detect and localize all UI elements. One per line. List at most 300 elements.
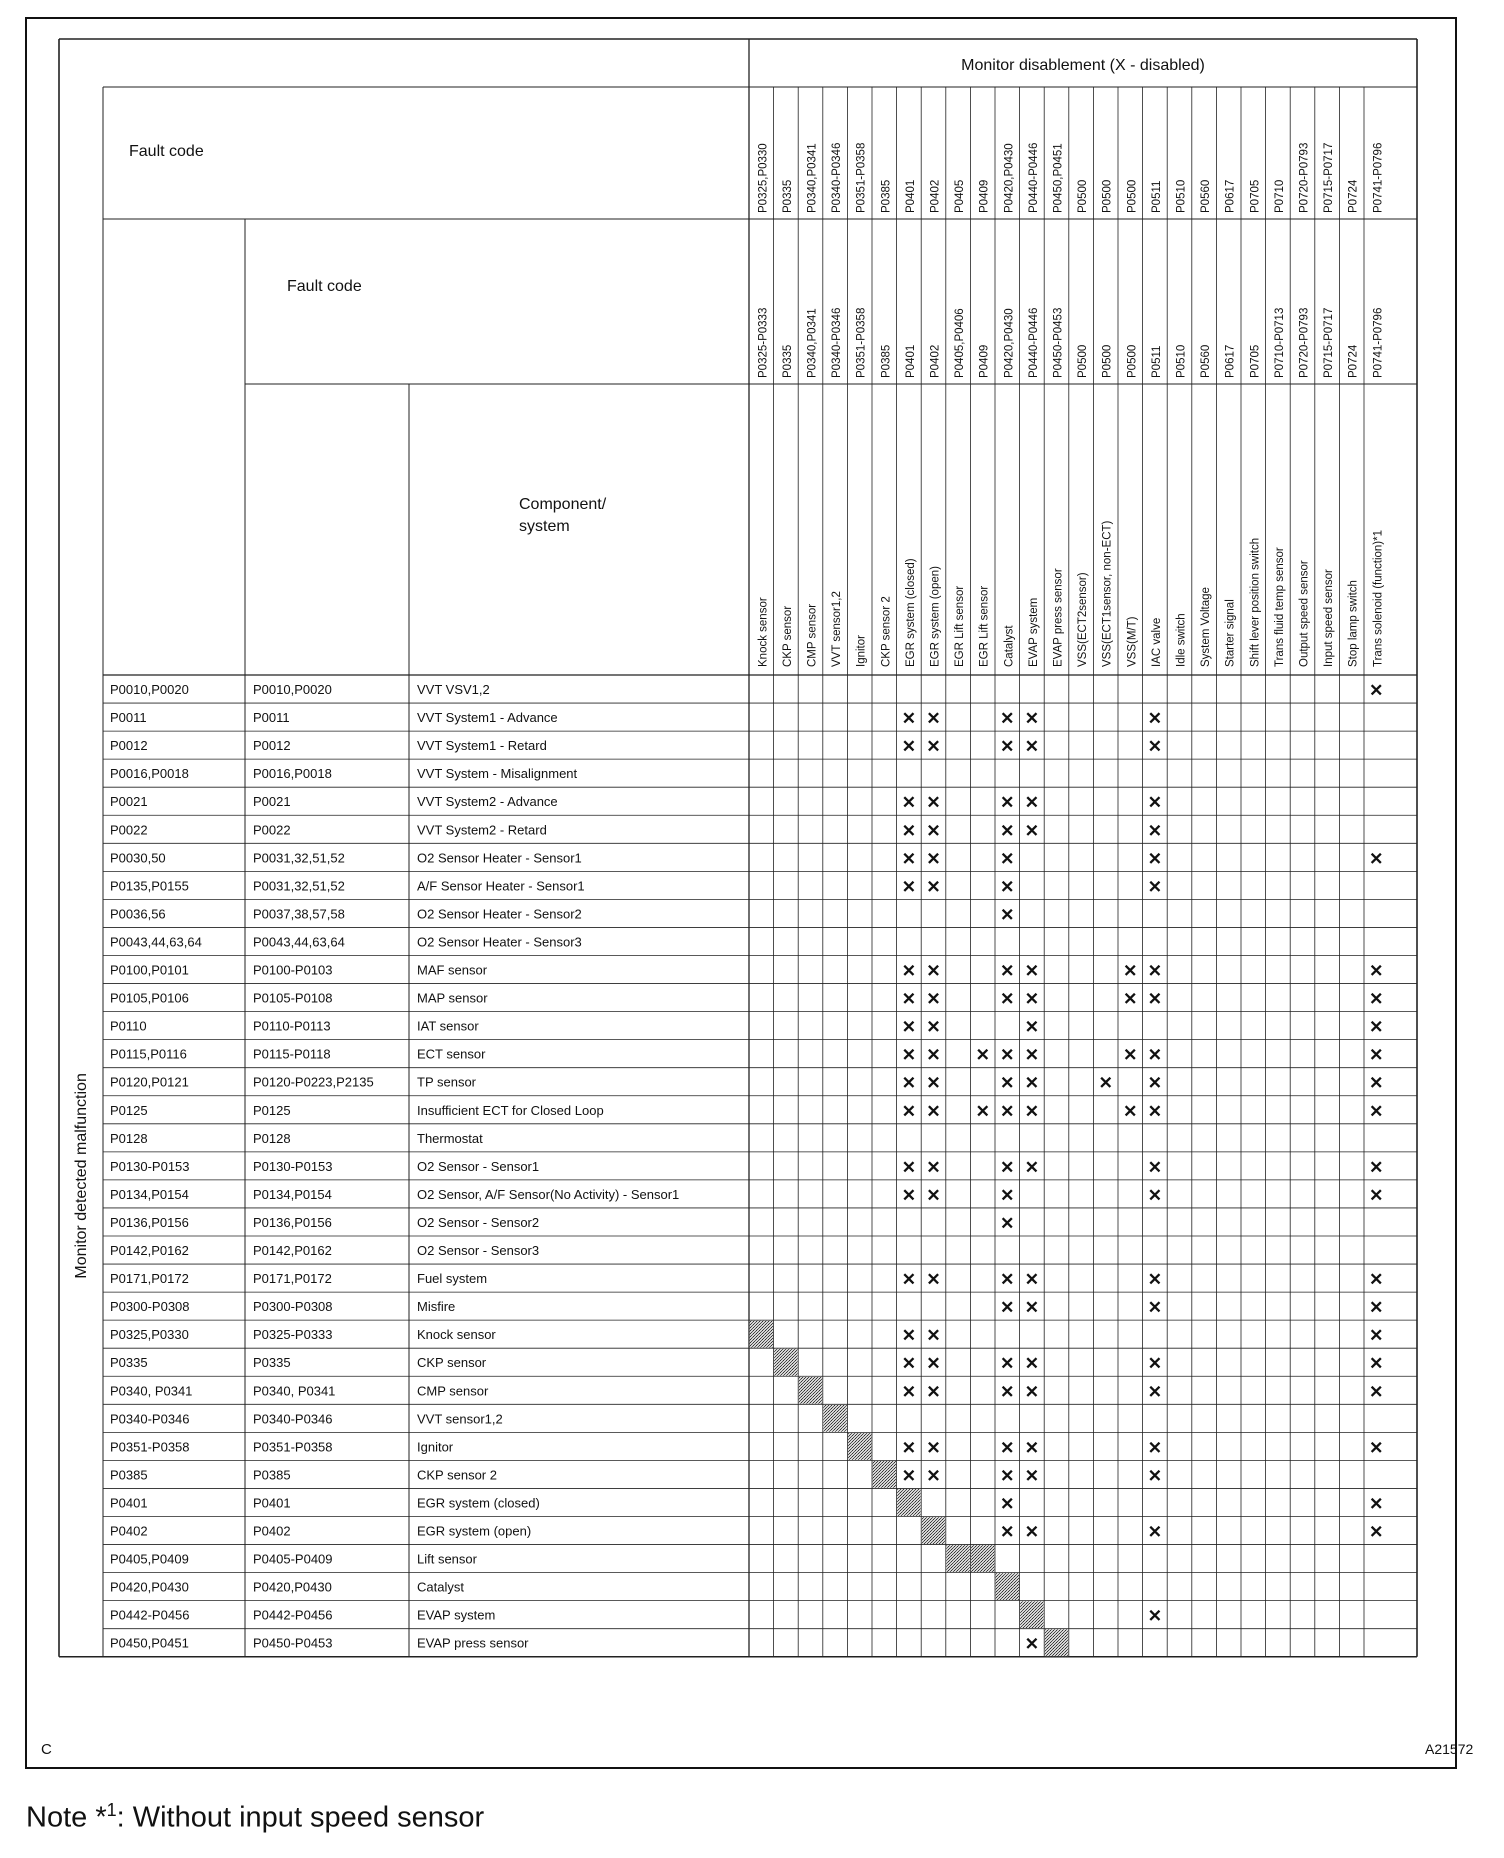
column-code-1: P0450,P0451 (1052, 143, 1065, 213)
row-fault-code-1: P0011 (110, 710, 147, 726)
disabled-x-mark: ✕ (1024, 989, 1040, 1009)
footnote-prefix: Note * (26, 1801, 107, 1834)
disabled-x-mark: ✕ (901, 709, 917, 729)
disabled-x-mark: ✕ (1024, 1045, 1040, 1065)
footnote (26, 1800, 484, 1835)
disabled-x-mark: ✕ (1000, 1073, 1015, 1093)
row-fault-code-1: P0125 (110, 1102, 148, 1118)
row-fault-code-2: P0100-P0103 (253, 962, 333, 978)
disabled-x-mark: ✕ (926, 1438, 941, 1458)
disabled-x-mark: ✕ (901, 737, 917, 757)
disabled-x-mark: ✕ (901, 989, 917, 1009)
disabled-x-mark: ✕ (926, 961, 941, 981)
row-fault-code-2: P0385 (253, 1467, 291, 1483)
disabled-x-mark: ✕ (926, 1270, 941, 1290)
disabled-x-mark: ✕ (1369, 1522, 1384, 1542)
column-component-name: Input speed sensor (1323, 569, 1336, 667)
disabled-x-mark: ✕ (1147, 1073, 1163, 1093)
disabled-x-mark: ✕ (926, 793, 941, 813)
disabled-x-mark: ✕ (901, 1101, 917, 1121)
row-component: Knock sensor (417, 1327, 496, 1343)
disabled-x-mark: ✕ (1147, 1270, 1163, 1290)
disabled-x-mark: ✕ (1147, 1466, 1163, 1486)
disabled-x-mark: ✕ (1369, 1326, 1384, 1346)
column-code-1: P0409 (978, 179, 991, 213)
row-fault-code-1: P0043,44,63,64 (110, 934, 202, 950)
column-component-name: EVAP system (1027, 597, 1040, 667)
disabled-x-mark: ✕ (1369, 1354, 1384, 1374)
row-fault-code-1: P0402 (110, 1523, 148, 1539)
column-code-2: P0401 (904, 344, 917, 378)
disabled-x-mark: ✕ (926, 1382, 941, 1402)
disabled-x-mark: ✕ (1147, 849, 1163, 869)
column-code-2: P0724 (1347, 344, 1360, 378)
column-component-name: VSS(ECT1sensor, non-ECT) (1101, 520, 1114, 667)
disabled-x-mark: ✕ (926, 1045, 941, 1065)
row-fault-code-2: P0405-P0409 (253, 1551, 333, 1567)
disabled-x-mark: ✕ (901, 1438, 917, 1458)
column-code-2: P0335 (781, 344, 794, 378)
disabled-x-mark: ✕ (1369, 1185, 1384, 1205)
column-code-2: P0402 (929, 344, 942, 378)
row-component: MAF sensor (417, 962, 488, 978)
column-code-2: P0450-P0453 (1052, 307, 1065, 378)
disabled-x-mark: ✕ (901, 849, 917, 869)
disabled-x-mark: ✕ (901, 1270, 917, 1290)
row-fault-code-2: P0110-P0113 (253, 1018, 331, 1034)
row-fault-code-1: P0021 (110, 794, 148, 810)
row-fault-code-1: P0130-P0153 (110, 1158, 190, 1174)
row-component: VVT System1 - Retard (417, 738, 547, 754)
column-code-1: P0710 (1273, 179, 1286, 213)
disabled-x-mark: ✕ (1000, 1438, 1015, 1458)
column-code-1: P0385 (880, 179, 893, 213)
row-fault-code-2: P0171,P0172 (253, 1271, 332, 1287)
column-code-2: P0705 (1249, 344, 1262, 378)
disabled-x-mark: ✕ (1098, 1073, 1113, 1093)
monitor-detected-malfunction-label: Monitor detected malfunction (73, 1073, 90, 1279)
disabled-x-mark: ✕ (926, 1185, 941, 1205)
disabled-x-mark: ✕ (926, 1326, 941, 1346)
row-component: O2 Sensor, A/F Sensor(No Activity) - Sensor1 (417, 1186, 680, 1202)
row-component: O2 Sensor Heater - Sensor2 (417, 906, 582, 922)
disabled-x-mark: ✕ (1000, 1045, 1015, 1065)
diagonal-shaded-cell (750, 1321, 773, 1348)
disabled-x-mark: ✕ (1369, 989, 1384, 1009)
column-code-2: P0715-P0717 (1323, 307, 1336, 378)
column-code-1: P0440-P0446 (1027, 142, 1040, 213)
column-component-name: Knock sensor (757, 597, 770, 667)
row-component: EGR system (open) (417, 1523, 532, 1539)
row-fault-code-2: P0136,P0156 (253, 1214, 332, 1230)
disabled-x-mark: ✕ (1000, 709, 1015, 729)
row-component: O2 Sensor Heater - Sensor3 (417, 934, 582, 950)
row-fault-code-2: P0450-P0453 (253, 1635, 333, 1651)
disabled-x-mark: ✕ (1369, 1045, 1384, 1065)
disabled-x-mark: ✕ (1147, 1522, 1163, 1542)
frame-code-left: C (41, 1741, 52, 1758)
column-component-name: Output speed sensor (1298, 560, 1311, 667)
column-component-name: IAC valve (1150, 617, 1163, 667)
row-component: O2 Sensor - Sensor1 (417, 1158, 540, 1174)
column-code-2: P0560 (1200, 344, 1213, 378)
column-code-1: P0405 (954, 179, 967, 213)
disabled-x-mark: ✕ (1024, 1270, 1040, 1290)
row-component: EVAP system (417, 1607, 496, 1623)
disabled-x-mark: ✕ (1024, 1382, 1040, 1402)
disabled-x-mark: ✕ (1123, 961, 1138, 981)
row-component: Misfire (417, 1299, 456, 1315)
disabled-x-mark: ✕ (1024, 1466, 1040, 1486)
document-frame (25, 17, 1474, 1769)
disabled-x-mark: ✕ (1024, 1101, 1040, 1121)
column-code-1: P0335 (781, 179, 794, 213)
disabled-x-mark: ✕ (926, 709, 941, 729)
disabled-x-mark: ✕ (975, 1101, 990, 1121)
row-fault-code-1: P0136,P0156 (110, 1214, 189, 1230)
row-component: IAT sensor (417, 1018, 479, 1034)
row-fault-code-1: P0120,P0121 (110, 1074, 189, 1090)
column-component-name: Starter signal (1224, 599, 1237, 667)
disabled-x-mark: ✕ (1147, 1101, 1163, 1121)
row-component: Catalyst (417, 1579, 464, 1595)
row-component: Ignitor (417, 1439, 454, 1455)
column-code-1: P0500 (1077, 179, 1090, 213)
disabled-x-mark: ✕ (901, 1382, 917, 1402)
column-code-2: P0741-P0796 (1372, 307, 1385, 378)
disabled-x-mark: ✕ (1369, 1073, 1384, 1093)
disabled-x-mark: ✕ (1000, 905, 1015, 925)
row-component: VVT System - Misalignment (417, 766, 578, 782)
disabled-x-mark: ✕ (1000, 961, 1015, 981)
disabled-x-mark: ✕ (926, 737, 941, 757)
column-code-2: P0511 (1150, 345, 1163, 378)
disabled-x-mark: ✕ (1147, 1438, 1163, 1458)
column-code-2: P0500 (1101, 344, 1114, 378)
disabled-x-mark: ✕ (1000, 793, 1015, 813)
column-component-name: Ignitor (855, 635, 868, 667)
row-fault-code-2: P0031,32,51,52 (253, 878, 345, 894)
column-code-2: P0340-P0346 (831, 307, 844, 378)
disabled-x-mark: ✕ (901, 877, 917, 897)
row-component: VVT System2 - Advance (417, 794, 558, 810)
row-fault-code-2: P0016,P0018 (253, 766, 332, 782)
disabled-x-mark: ✕ (1147, 1606, 1163, 1626)
column-code-1: P0340,P0341 (806, 143, 819, 213)
column-component-name: EGR Lift sensor (978, 585, 991, 667)
row-fault-code-1: P0420,P0430 (110, 1579, 189, 1595)
disabled-x-mark: ✕ (1147, 961, 1163, 981)
row-fault-code-2: P0420,P0430 (253, 1579, 332, 1595)
column-code-1: P0511 (1150, 180, 1163, 213)
row-fault-code-1: P0340-P0346 (110, 1411, 190, 1427)
column-code-1: P0420,P0430 (1003, 143, 1016, 213)
column-code-2: P0617 (1224, 344, 1237, 378)
footnote-text: : Without input speed sensor (116, 1801, 485, 1834)
component-system-header: system (519, 518, 570, 535)
row-fault-code-2: P0011 (253, 710, 290, 726)
column-code-2: P0500 (1077, 344, 1090, 378)
row-component: Fuel system (417, 1271, 488, 1287)
row-fault-code-2: P0115-P0118 (253, 1046, 331, 1062)
diagonal-shaded-cell (1020, 1601, 1043, 1628)
disabled-x-mark: ✕ (1369, 1438, 1384, 1458)
disabled-x-mark: ✕ (1024, 1634, 1040, 1654)
disabled-x-mark: ✕ (901, 821, 917, 841)
row-fault-code-1: P0010,P0020 (110, 682, 189, 698)
column-component-name: System Voltage (1200, 587, 1213, 667)
disabled-x-mark: ✕ (1000, 821, 1015, 841)
column-code-1: P0340-P0346 (831, 142, 844, 213)
disabled-x-mark: ✕ (901, 961, 917, 981)
disabled-x-mark: ✕ (1147, 1354, 1163, 1374)
fault-code-header-2: Fault code (287, 278, 362, 295)
disabled-x-mark: ✕ (1000, 877, 1015, 897)
row-fault-code-2: P0401 (253, 1495, 291, 1511)
disabled-x-mark: ✕ (1147, 793, 1163, 813)
disabled-x-mark: ✕ (926, 849, 941, 869)
row-fault-code-2: P0031,32,51,52 (253, 850, 345, 866)
disabled-x-mark: ✕ (1000, 1185, 1015, 1205)
column-component-name: Trans solenoid (function)*1 (1372, 529, 1385, 667)
disabled-x-mark: ✕ (1000, 1382, 1015, 1402)
column-code-2: P0325-P0333 (757, 307, 770, 378)
disabled-x-mark: ✕ (1369, 1157, 1384, 1177)
disabled-x-mark: ✕ (1000, 1213, 1015, 1233)
row-fault-code-1: P0405,P0409 (110, 1551, 189, 1567)
row-component: VVT System1 - Advance (417, 710, 558, 726)
column-component-name: EGR system (closed) (904, 558, 917, 667)
disabled-x-mark: ✕ (926, 1354, 941, 1374)
column-code-2: P0409 (978, 344, 991, 378)
diagonal-shaded-cell (922, 1517, 945, 1544)
disabled-x-mark: ✕ (1147, 1185, 1163, 1205)
row-component: EGR system (closed) (417, 1495, 540, 1511)
disabled-x-mark: ✕ (1369, 849, 1384, 869)
disabled-x-mark: ✕ (926, 1017, 941, 1037)
disabled-x-mark: ✕ (975, 1045, 990, 1065)
row-fault-code-1: P0036,56 (110, 906, 166, 922)
disabled-x-mark: ✕ (926, 821, 941, 841)
column-code-1: P0510 (1175, 179, 1188, 213)
disabled-x-mark: ✕ (1000, 989, 1015, 1009)
disabled-x-mark: ✕ (1147, 989, 1163, 1009)
column-code-1: P0402 (929, 179, 942, 213)
disabled-x-mark: ✕ (901, 1466, 917, 1486)
column-code-1: P0500 (1101, 179, 1114, 213)
column-component-name: VSS(M/T) (1126, 616, 1139, 667)
disabled-x-mark: ✕ (1024, 1157, 1040, 1177)
row-fault-code-2: P0022 (253, 822, 291, 838)
row-component: MAP sensor (417, 990, 488, 1006)
row-component: CKP sensor (417, 1355, 487, 1371)
disabled-x-mark: ✕ (901, 1326, 917, 1346)
column-component-name: Idle switch (1175, 613, 1188, 667)
row-fault-code-2: P0402 (253, 1523, 291, 1539)
row-fault-code-2: P0128 (253, 1130, 291, 1146)
column-code-1: P0500 (1126, 179, 1139, 213)
fault-code-header-1: Fault code (129, 143, 204, 160)
disabled-x-mark: ✕ (926, 1101, 941, 1121)
disabled-x-mark: ✕ (1369, 961, 1384, 981)
disabled-x-mark: ✕ (1147, 709, 1163, 729)
column-code-1: P0401 (904, 179, 917, 213)
column-code-2: P0340,P0341 (806, 308, 819, 378)
disabled-x-mark: ✕ (1123, 1045, 1138, 1065)
disabled-x-mark: ✕ (1123, 1101, 1138, 1121)
column-component-name: EGR Lift sensor (954, 585, 967, 667)
disabled-x-mark: ✕ (1369, 1017, 1384, 1037)
column-code-1: P0560 (1200, 179, 1213, 213)
column-code-1: P0351-P0358 (855, 142, 868, 213)
row-fault-code-1: P0171,P0172 (110, 1271, 189, 1287)
disabled-x-mark: ✕ (1147, 1382, 1163, 1402)
disabled-x-mark: ✕ (1024, 793, 1040, 813)
monitor-disablement-table (27, 19, 1455, 1767)
column-component-name: Catalyst (1003, 625, 1016, 667)
disabled-x-mark: ✕ (1024, 737, 1040, 757)
column-code-1: P0741-P0796 (1372, 142, 1385, 213)
diagonal-shaded-cell (873, 1461, 896, 1488)
disabled-x-mark: ✕ (1024, 1354, 1040, 1374)
disabled-x-mark: ✕ (926, 1466, 941, 1486)
column-component-name: CKP sensor (781, 605, 794, 667)
disabled-x-mark: ✕ (901, 1185, 917, 1205)
disabled-x-mark: ✕ (1000, 1466, 1015, 1486)
column-code-2: P0510 (1175, 344, 1188, 378)
diagonal-shaded-cell (848, 1433, 871, 1460)
row-component: EVAP press sensor (417, 1635, 529, 1651)
row-fault-code-2: P0335 (253, 1355, 291, 1371)
disabled-x-mark: ✕ (1369, 1494, 1384, 1514)
row-fault-code-1: P0351-P0358 (110, 1439, 190, 1455)
row-component: VVT System2 - Retard (417, 822, 547, 838)
diagonal-shaded-cell (774, 1349, 797, 1376)
column-code-2: P0500 (1126, 344, 1139, 378)
disabled-x-mark: ✕ (1024, 1522, 1040, 1542)
disabled-x-mark: ✕ (1147, 737, 1163, 757)
diagonal-shaded-cell (799, 1377, 822, 1404)
row-component: Thermostat (417, 1130, 483, 1146)
disabled-x-mark: ✕ (926, 877, 941, 897)
disabled-x-mark: ✕ (1000, 1157, 1015, 1177)
disabled-x-mark: ✕ (1024, 1298, 1040, 1318)
disabled-x-mark: ✕ (901, 1017, 917, 1037)
row-fault-code-1: P0016,P0018 (110, 766, 189, 782)
column-component-name: Trans fluid temp sensor (1273, 547, 1286, 667)
row-component: VVT VSV1,2 (417, 682, 490, 698)
disabled-x-mark: ✕ (926, 989, 941, 1009)
row-fault-code-1: P0105,P0106 (110, 990, 189, 1006)
row-fault-code-2: P0340, P0341 (253, 1383, 336, 1399)
disabled-x-mark: ✕ (1000, 849, 1015, 869)
disabled-x-mark: ✕ (1024, 961, 1040, 981)
disabled-x-mark: ✕ (1147, 821, 1163, 841)
row-fault-code-2: P0351-P0358 (253, 1439, 333, 1455)
row-component: O2 Sensor Heater - Sensor1 (417, 850, 582, 866)
disabled-x-mark: ✕ (1369, 1298, 1384, 1318)
row-fault-code-2: P0442-P0456 (253, 1607, 333, 1623)
row-fault-code-1: P0030,50 (110, 850, 166, 866)
row-fault-code-1: P0401 (110, 1495, 148, 1511)
row-component: Lift sensor (417, 1551, 477, 1567)
row-fault-code-2: P0125 (253, 1102, 291, 1118)
diagonal-shaded-cell (996, 1573, 1019, 1600)
row-fault-code-1: P0128 (110, 1130, 148, 1146)
row-fault-code-1: P0115,P0116 (110, 1046, 187, 1062)
disabled-x-mark: ✕ (1000, 1270, 1015, 1290)
row-component: O2 Sensor - Sensor2 (417, 1214, 540, 1230)
disabled-x-mark: ✕ (901, 1045, 917, 1065)
footnote-sup: 1 (106, 1800, 117, 1820)
row-component: CMP sensor (417, 1383, 489, 1399)
row-fault-code-1: P0325,P0330 (110, 1327, 189, 1343)
column-code-1: P0724 (1347, 179, 1360, 213)
row-fault-code-2: P0043,44,63,64 (253, 934, 345, 950)
column-component-name: VSS(ECT2sensor) (1077, 572, 1090, 667)
row-component: Insufficient ECT for Closed Loop (417, 1102, 604, 1118)
disabled-x-mark: ✕ (1024, 1017, 1040, 1037)
row-component: TP sensor (417, 1074, 477, 1090)
row-fault-code-1: P0110 (110, 1018, 147, 1034)
column-component-name: CKP sensor 2 (880, 596, 893, 667)
row-component: CKP sensor 2 (417, 1467, 497, 1483)
diagonal-shaded-cell (946, 1545, 969, 1572)
disabled-x-mark: ✕ (1024, 1438, 1040, 1458)
row-fault-code-2: P0021 (253, 794, 291, 810)
column-component-name: VVT sensor1,2 (831, 591, 844, 667)
column-component-name: Shift lever position switch (1249, 537, 1262, 667)
disabled-x-mark: ✕ (901, 1073, 917, 1093)
disabled-x-mark: ✕ (1024, 821, 1040, 841)
disabled-x-mark: ✕ (1147, 1045, 1163, 1065)
row-fault-code-1: P0340, P0341 (110, 1383, 193, 1399)
row-component: A/F Sensor Heater - Sensor1 (417, 878, 585, 894)
row-fault-code-2: P0300-P0308 (253, 1299, 333, 1315)
row-fault-code-1: P0300-P0308 (110, 1299, 190, 1315)
disabled-x-mark: ✕ (1000, 1522, 1015, 1542)
column-code-1: P0617 (1224, 179, 1237, 213)
disabled-x-mark: ✕ (901, 1354, 917, 1374)
component-system-header: Component/ (519, 496, 607, 513)
disabled-x-mark: ✕ (1369, 681, 1384, 701)
disabled-x-mark: ✕ (1369, 1270, 1384, 1290)
disabled-x-mark: ✕ (1024, 1073, 1040, 1093)
column-code-2: P0720-P0793 (1298, 307, 1311, 378)
row-fault-code-2: P0120-P0223,P2135 (253, 1074, 374, 1090)
disabled-x-mark: ✕ (1000, 1298, 1015, 1318)
disabled-x-mark: ✕ (926, 1157, 941, 1177)
row-fault-code-1: P0100,P0101 (110, 962, 189, 978)
row-fault-code-1: P0142,P0162 (110, 1243, 189, 1259)
disabled-x-mark: ✕ (1147, 1298, 1163, 1318)
disabled-x-mark: ✕ (1000, 1101, 1015, 1121)
column-code-1: P0720-P0793 (1298, 142, 1311, 213)
column-code-2: P0710-P0713 (1273, 307, 1286, 378)
row-fault-code-1: P0450,P0451 (110, 1635, 189, 1651)
column-code-2: P0440-P0446 (1027, 307, 1040, 378)
row-fault-code-2: P0134,P0154 (253, 1186, 332, 1202)
disabled-x-mark: ✕ (1000, 1354, 1015, 1374)
row-fault-code-1: P0134,P0154 (110, 1186, 189, 1202)
row-component: VVT sensor1,2 (417, 1411, 503, 1427)
column-code-1: P0705 (1249, 179, 1262, 213)
disabled-x-mark: ✕ (1147, 1157, 1163, 1177)
figure-id: A21572 (1425, 1741, 1474, 1757)
column-component-name: Stop lamp switch (1347, 580, 1360, 667)
disabled-x-mark: ✕ (1024, 709, 1040, 729)
column-code-2: P0405,P0406 (954, 308, 967, 378)
